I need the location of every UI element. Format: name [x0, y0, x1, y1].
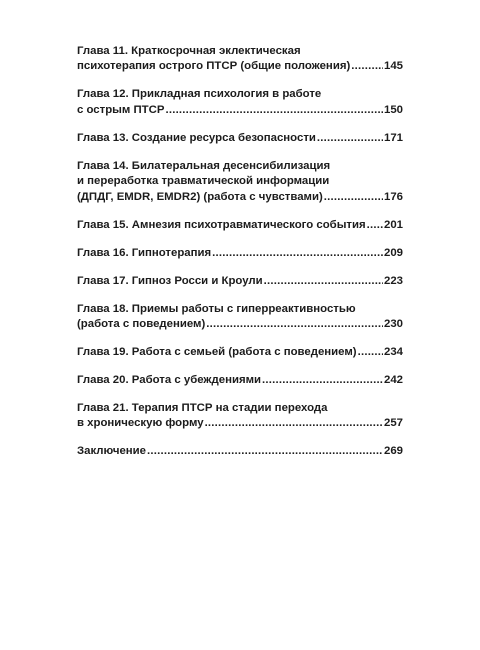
- toc-entry-title-line: Глава 18. Приемы работы с гиперреактивностью: [77, 302, 356, 315]
- toc-entry-leader-row: [77, 373, 403, 388]
- dot-leader: [351, 59, 383, 74]
- toc-entry-chapter-19: [77, 345, 403, 360]
- toc-entry-chapter-18: [77, 302, 403, 333]
- toc-entry-leader-row: [77, 59, 403, 74]
- toc-entry-leader-row: [77, 103, 403, 118]
- toc-page-number: 145: [383, 60, 403, 73]
- toc-entry-title-line: Глава 21. Терапия ПТСР на стадии перехода: [77, 402, 328, 415]
- toc-entry-chapter-16: [77, 246, 403, 261]
- toc-page-number: 150: [383, 103, 403, 116]
- toc-entry-title-line: Глава 15. Амнезия психотравматического события: [77, 218, 366, 231]
- dot-leader: [317, 131, 383, 146]
- toc-page-number: 171: [383, 131, 403, 144]
- toc-entry-leader-row: [77, 190, 403, 205]
- toc-entry-chapter-11: [77, 44, 403, 75]
- toc-entry-title-line: Глава 11. Краткосрочная эклектическая: [77, 45, 301, 57]
- toc-entry-chapter-12: [77, 87, 403, 118]
- toc-entry-chapter-13: [77, 131, 403, 146]
- toc-entry-title-line: (работа с поведением): [77, 318, 206, 331]
- dot-leader: [367, 218, 383, 233]
- toc-entry-title-line: Глава 16. Гипнотерапия: [77, 246, 212, 259]
- dot-leader: [205, 416, 383, 431]
- toc-page-number: 223: [383, 274, 403, 287]
- toc-entry-title-line: и переработка травматической информации: [77, 175, 330, 188]
- toc-page-number: 230: [383, 318, 403, 331]
- toc-page-number: 176: [383, 190, 403, 203]
- toc-entry-title-line: Глава 12. Прикладная психология в работе: [77, 88, 322, 101]
- toc-entry-title-line: Глава 13. Создание ресурса безопасности: [77, 131, 316, 144]
- toc-entry-leader-row: [77, 444, 403, 459]
- toc-entry-chapter-21: [77, 401, 403, 432]
- dot-leader: [212, 246, 383, 261]
- toc-entry-chapter-15: [77, 218, 403, 233]
- toc-entry-chapter-20: [77, 373, 403, 388]
- toc-page-number: 257: [383, 417, 403, 430]
- dot-leader: [264, 274, 383, 289]
- toc-page-number: 234: [383, 346, 403, 359]
- toc-entry-title-line: Заключение: [77, 445, 147, 458]
- toc-entry-leader-row: [77, 246, 403, 261]
- toc-page-number: 269: [383, 445, 403, 458]
- dot-leader: [262, 373, 383, 388]
- toc-entry-chapter-17: [77, 274, 403, 289]
- toc-page-number: 242: [383, 374, 403, 387]
- toc-entry-title-line: Глава 17. Гипноз Росси и Кроули: [77, 274, 263, 287]
- toc-page-number: 209: [383, 246, 403, 259]
- toc-entry-leader-row: [77, 317, 403, 332]
- toc-entry-title-line: Глава 14. Билатеральная десенсибилизация: [77, 159, 331, 172]
- toc-entry-title-line: (ДПДГ, EMDR, EMDR2) (работа с чувствами): [77, 190, 323, 203]
- toc-entry-title-line: Глава 20. Работа с убеждениями: [77, 374, 262, 387]
- toc-page-number: 201: [383, 218, 403, 231]
- toc-entry-title-line: Глава 19. Работа с семьей (работа с поведением): [77, 346, 357, 359]
- toc-entry-leader-row: [77, 218, 403, 233]
- dot-leader: [206, 317, 383, 332]
- table-of-contents: [77, 44, 403, 472]
- dot-leader: [165, 103, 383, 118]
- dot-leader: [358, 345, 383, 360]
- toc-entry-chapter-14: [77, 159, 403, 205]
- dot-leader: [147, 444, 383, 459]
- toc-entry-title-line: с острым ПТСР: [77, 103, 165, 116]
- toc-entry-conclusion: [77, 444, 403, 459]
- toc-entry-leader-row: [77, 416, 403, 431]
- dot-leader: [324, 190, 383, 205]
- toc-entry-leader-row: [77, 345, 403, 360]
- toc-entry-leader-row: [77, 274, 403, 289]
- toc-entry-title-line: в хроническую форму: [77, 417, 204, 430]
- toc-entry-leader-row: [77, 131, 403, 146]
- toc-entry-title-line: психотерапия острого ПТСР (общие положения): [77, 60, 351, 73]
